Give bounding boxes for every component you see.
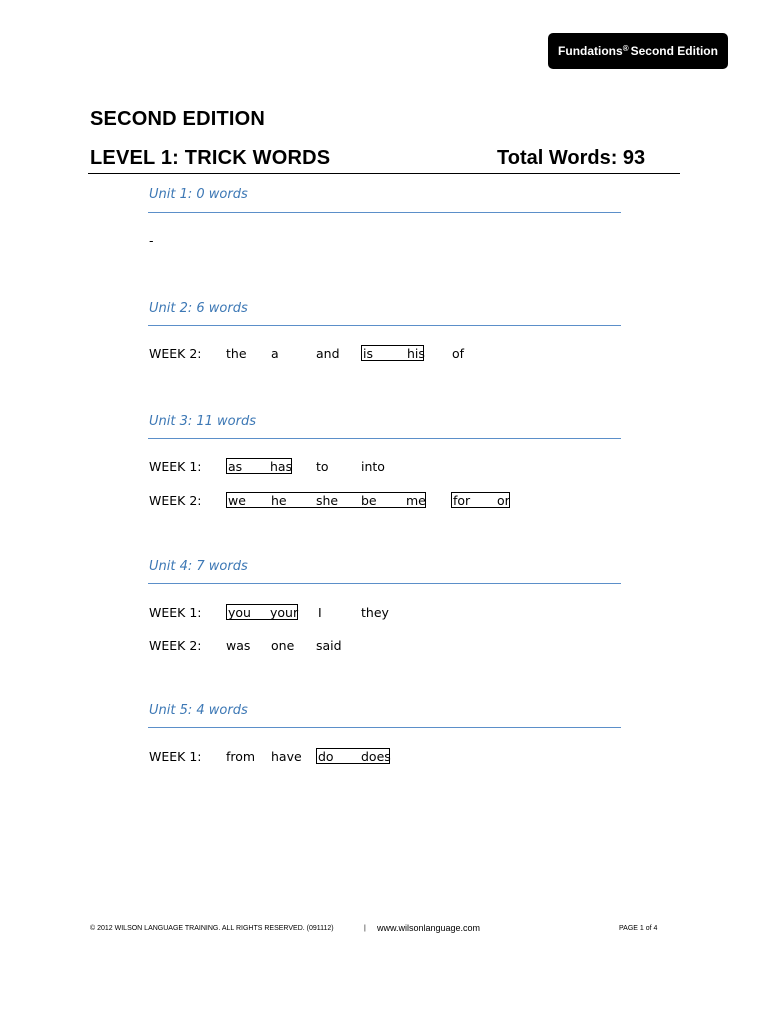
unit-1-title: Unit 1: 0 words (149, 187, 248, 202)
unit-3-divider (148, 438, 621, 439)
trick-word: he (271, 493, 287, 508)
trick-word: into (361, 459, 385, 474)
week-label: WEEK 2: (149, 346, 202, 361)
footer-website-link[interactable]: www.wilsonlanguage.com (377, 923, 481, 933)
footer-page-number: PAGE 1 of 4 (619, 925, 658, 932)
badge-suffix: Second Edition (630, 44, 718, 58)
trick-word: the (226, 346, 247, 361)
week-label: WEEK 1: (149, 749, 202, 764)
trick-word: was (226, 638, 251, 653)
unit-2-title: Unit 2: 6 words (149, 301, 248, 316)
trick-word: you (228, 605, 251, 620)
trick-word: his (407, 346, 425, 361)
trick-word: from (226, 749, 256, 764)
trick-word: has (270, 459, 293, 474)
week-label: WEEK 2: (149, 493, 202, 508)
unit-1-empty-marker: - (149, 233, 154, 248)
footer-copyright: © 2012 WILSON LANGUAGE TRAINING. ALL RIGHTS RESERVED. (091112) (90, 925, 334, 932)
unit-2-divider (148, 325, 621, 326)
badge-brand: Fundations (558, 44, 623, 58)
trick-word: your (270, 605, 299, 620)
total-words: Total Words: 93 (497, 147, 646, 169)
footer-separator: | (364, 925, 366, 932)
registered-mark: ® (622, 43, 629, 53)
week-label: WEEK 1: (149, 459, 202, 474)
trick-word: we (228, 493, 246, 508)
trick-word: do (318, 749, 334, 764)
trick-word: to (316, 459, 329, 474)
trick-word: or (497, 493, 510, 508)
unit-3-title: Unit 3: 11 words (149, 414, 257, 429)
trick-word: of (452, 346, 465, 361)
trick-word: does (361, 749, 391, 764)
week-label: WEEK 1: (149, 605, 202, 620)
trick-word: be (361, 493, 377, 508)
trick-word: I (318, 605, 322, 620)
edition-badge (548, 33, 728, 69)
unit-4-title: Unit 4: 7 words (149, 559, 248, 574)
trick-word: she (316, 493, 339, 508)
unit-5-title: Unit 5: 4 words (149, 703, 248, 718)
trick-word: for (453, 493, 471, 508)
trick-word: they (361, 605, 389, 620)
trick-word: one (271, 638, 295, 653)
trick-word: me (406, 493, 426, 508)
trick-word: and (316, 346, 340, 361)
page-title: LEVEL 1: TRICK WORDS (90, 147, 331, 169)
header-divider (88, 173, 680, 174)
week-label: WEEK 2: (149, 638, 202, 653)
trick-word: a (271, 346, 279, 361)
unit-4-divider (148, 583, 621, 584)
trick-word: is (363, 346, 373, 361)
trick-word: have (271, 749, 302, 764)
unit-1-divider (148, 212, 621, 213)
trick-word: said (316, 638, 342, 653)
trick-word: as (228, 459, 243, 474)
edition-heading: SECOND EDITION (90, 108, 266, 130)
unit-5-divider (148, 727, 621, 728)
